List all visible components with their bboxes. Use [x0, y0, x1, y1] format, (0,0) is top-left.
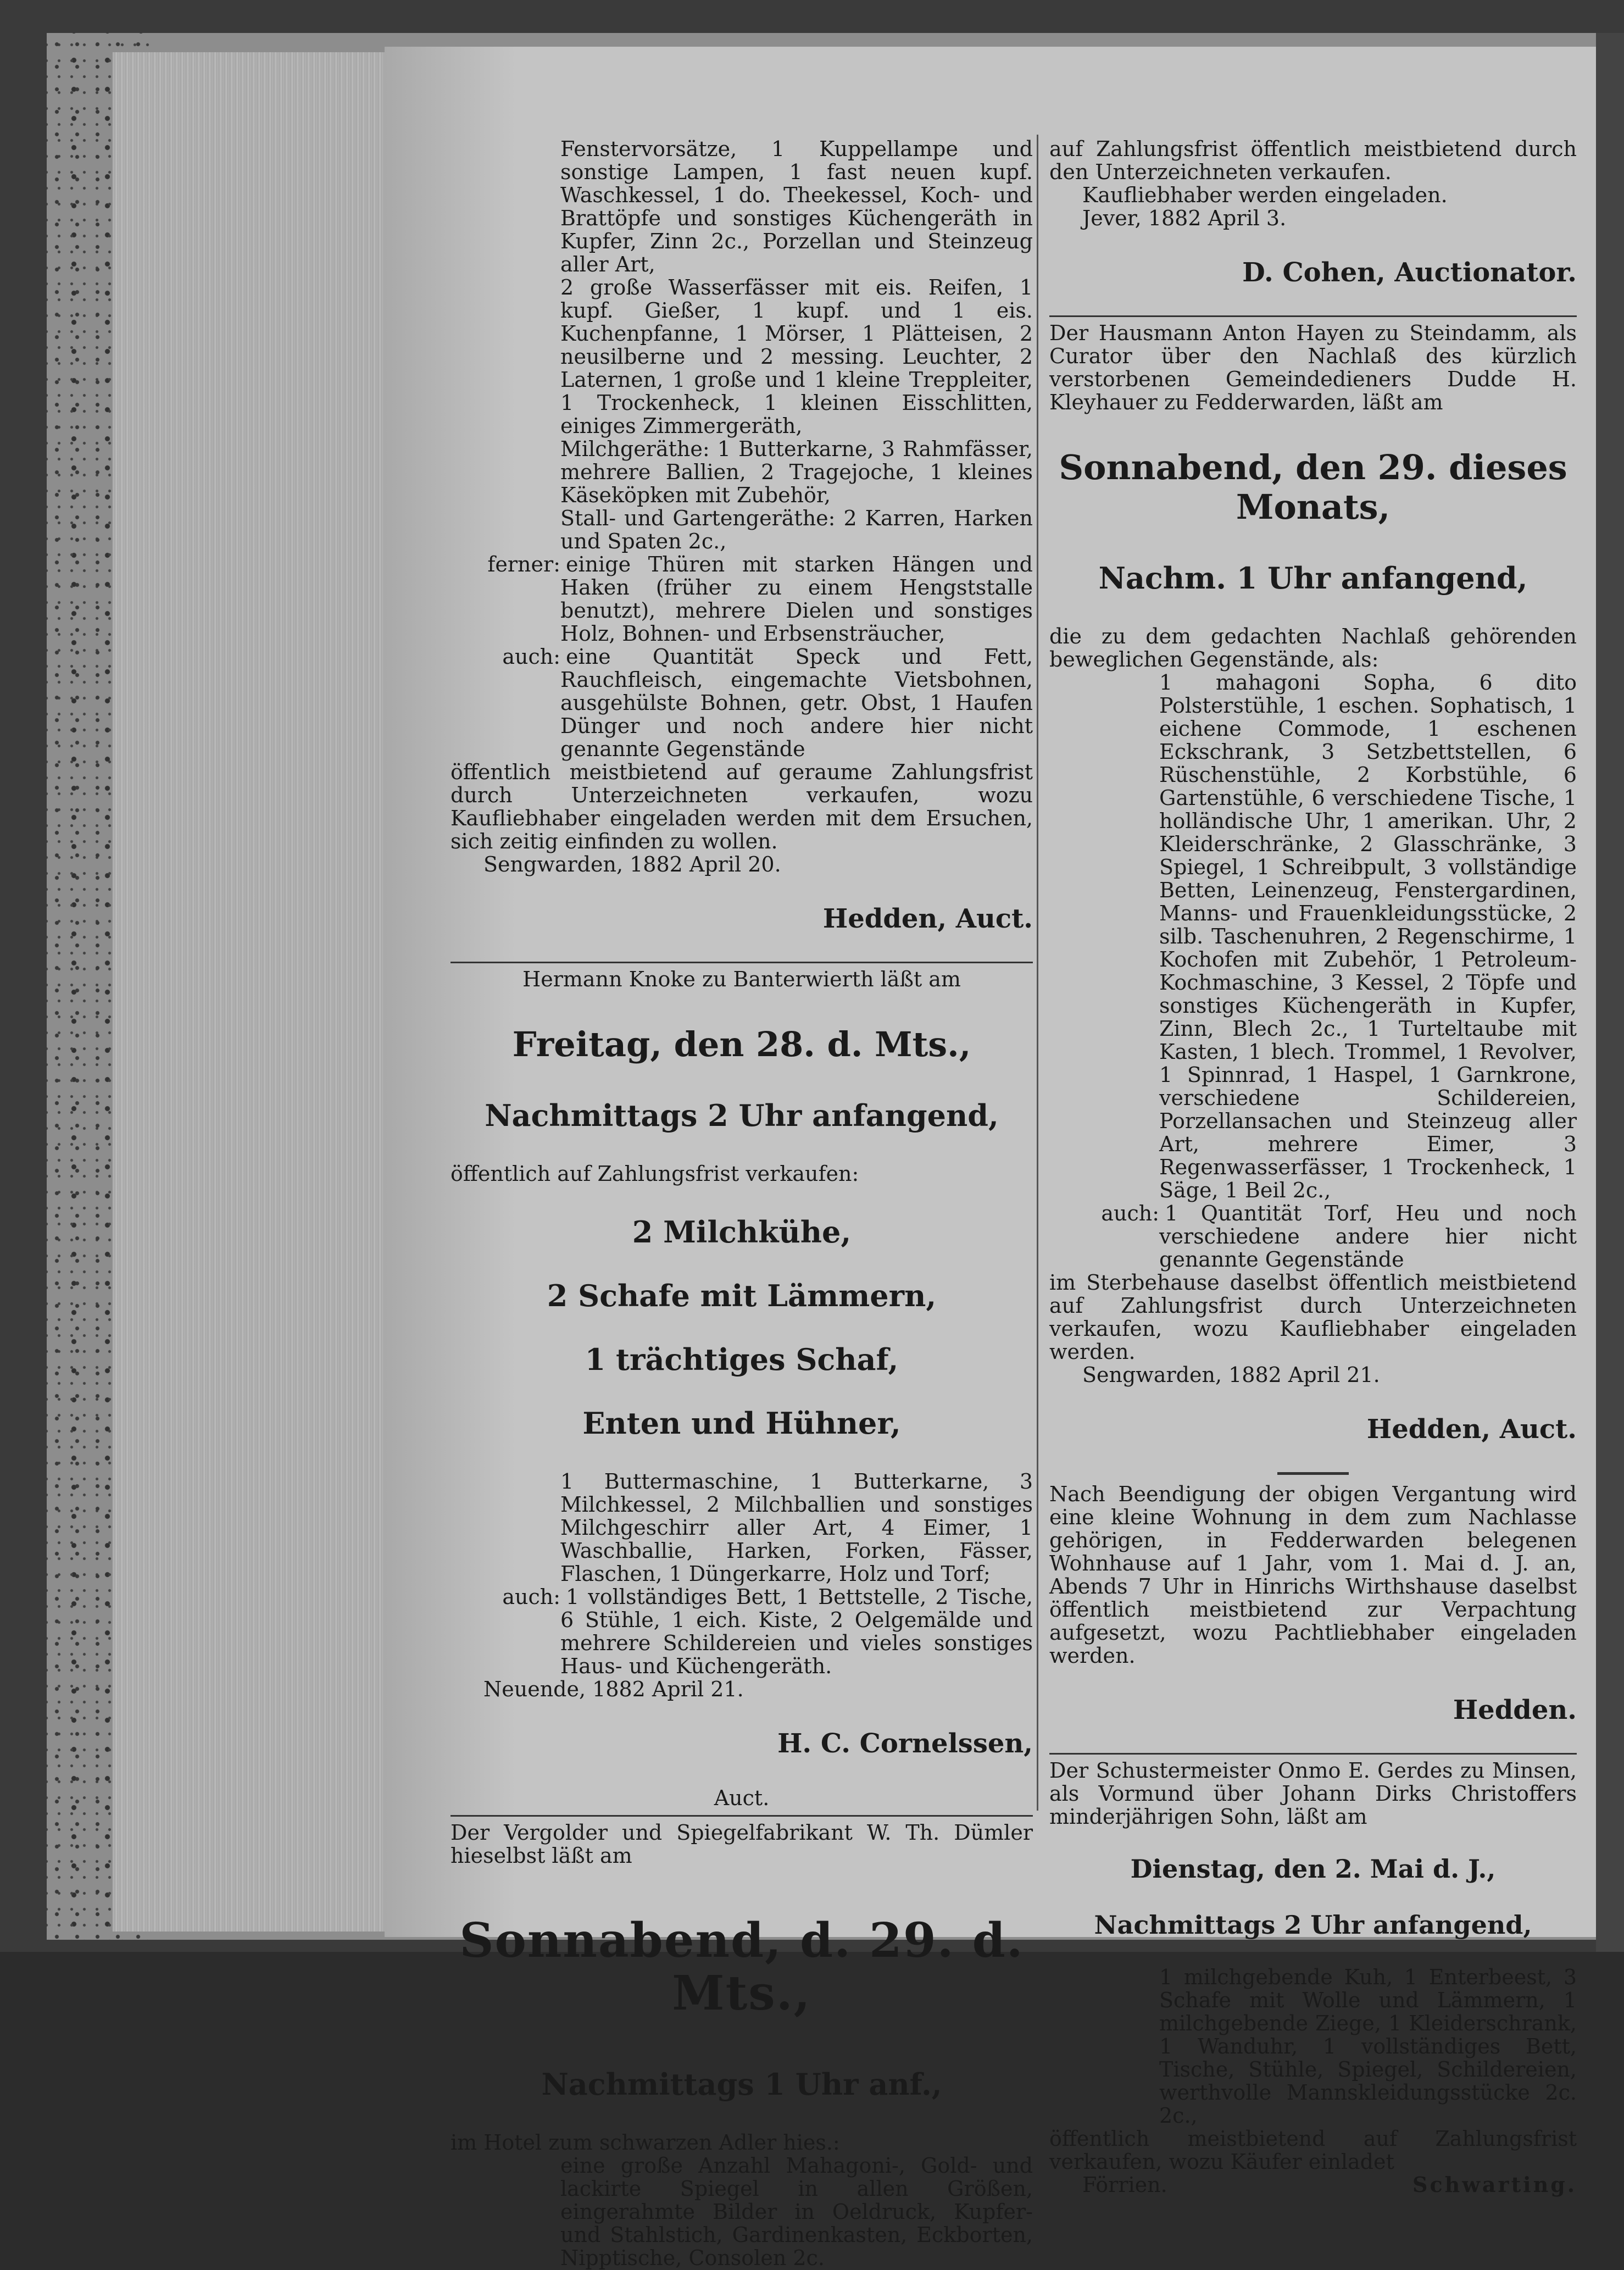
- ad-items: 1 Buttermaschine, 1 Butterkarne, 3 Milchkessel, 2 Milchballien und sonstiges Milchgeschirr aller Art, 4 Eimer, 1 Waschballie, Harken, Forken, Fässer, Flaschen, 1 Düngerkarre, Holz und Torf;: [560, 1469, 1033, 1586]
- auction-time: Nachmittags 1 Uhr anf.,: [541, 2067, 942, 2102]
- left-column: [451, 137, 1033, 2269]
- ad-text: Fenstervorsätze, 1 Kuppellampe und sonstige Lampen, 1 fast neuen kupf. Waschkessel, 1 do. Theekessel, Koch- und Brattöpfe und sonstiges Küchengeräth in Kupfer, Zinn 2c., Porzellan und Steinzeug aller Art,: [560, 137, 1033, 276]
- ad-cohen-jever: [1049, 137, 1577, 289]
- ad-invite: Kaufliebhaber werden eingeladen.: [1082, 183, 1448, 207]
- ad-divider: [451, 962, 1033, 963]
- auction-time: Nachmittags 2 Uhr anfangend,: [485, 1098, 999, 1133]
- ad-items: 1 milchgebende Kuh, 1 Enterbeest, 3 Schafe mit Wolle und Lämmern, 1 milchgebende Ziege, 1 Kleiderschrank, 1 Wanduhr, 1 vollständiges Bett, Tische, Stühle, Spiegel, Schildereien, werthvolle Mannskleidungsstücke 2c. 2c.,: [1159, 1965, 1577, 2128]
- ad-divider: [1049, 1753, 1577, 1755]
- auction-day: Freitag, den 28. d. Mts.,: [512, 1024, 971, 1064]
- ad-duemler: [451, 1821, 1033, 2269]
- auch-text: 1 Quantität Torf, Heu und noch verschiedene andere hier nicht genannte Gegenstände: [1159, 1201, 1577, 1272]
- ferner-text: einige Thüren mit starken Hängen und Haken (früher zu einem Hengststalle benutzt), mehrere Dielen und sonstiges Holz, Bohnen- und Erbsensträucher,: [560, 552, 1033, 646]
- auch-label: auch:: [502, 1585, 560, 1609]
- place-date: Jever, 1882 April 3.: [1082, 206, 1287, 230]
- signature: H. C. Cornelssen,: [777, 1728, 1033, 1759]
- ad-intro: Der Vergolder und Spiegelfabrikant W. Th. Dümler hieselbst läßt am: [451, 1821, 1033, 1868]
- signature: Hedden, Auct.: [822, 903, 1033, 934]
- ad-text: Nach Beendigung der obigen Vergantung wird eine kleine Wohnung in dem zum Nachlasse gehörigen, in Fedderwarden belegenen Wohnhause auf 1 Jahr, vom 1. Mai d. J. an, Abends 7 Uhr in Hinrichs Wirthshause daselbst öffentlich meistbietend zur Verpachtung aufgesetzt, wozu Pachtliebhaber eingeladen werden.: [1049, 1482, 1577, 1668]
- big-item: 2 Milchkühe,: [632, 1214, 852, 1250]
- auch-text: 1 vollständiges Bett, 1 Bettstelle, 2 Tische, 6 Stühle, 1 eich. Kiste, 2 Oelgemälde und mehrere Schildereien und vieles sonstiges Haus- und Küchengeräth.: [560, 1585, 1033, 1678]
- page-edges: [113, 52, 387, 1932]
- place-date: Sengwarden, 1882 April 20.: [483, 852, 781, 876]
- ad-closing: öffentlich meistbietend auf Zahlungsfrist verkaufen, wozu Käufer einladet: [1049, 2127, 1577, 2174]
- big-item: 1 trächtiges Schaf,: [585, 1342, 899, 1377]
- auction-time: Nachmittags 2 Uhr anfangend,: [1094, 1910, 1532, 1940]
- auction-day: Sonnabend, d. 29. d. Mts.,: [459, 1913, 1024, 2021]
- ad-intro: Der Schustermeister Onmo E. Gerdes zu Minsen, als Vormund über Johann Dirks Christoffers minderjährigen Sohn, läßt am: [1049, 1758, 1577, 1829]
- auch-text: eine Quantität Speck und Fett, Rauchfleisch, eingemachte Vietsbohnen, ausgehülste Bohnen, getr. Obst, 1 Haufen Dünger und noch andere hier nicht genannte Gegenstände: [560, 645, 1033, 761]
- ferner-entry: [451, 553, 1033, 645]
- right-column: [1049, 137, 1577, 2196]
- auction-place: im Hotel zum schwarzen Adler hies.:: [451, 2130, 840, 2155]
- ad-hayen-steindamm: [1049, 321, 1577, 1446]
- ferner-label: ferner:: [487, 552, 560, 576]
- auch-entry: [1049, 1202, 1577, 1271]
- auction-time: Nachm. 1 Uhr anfangend,: [1098, 560, 1528, 596]
- ad-intro: Der Hausmann Anton Hayen zu Steindamm, als Curator über den Nachlaß des kürzlich verstorbenen Gemeindedieners Dudde H. Kleyhauer zu Fedderwarden, läßt am: [1049, 321, 1577, 414]
- ad-text: 2 große Wasserfässer mit eis. Reifen, 1 kupf. Gießer, 1 kupf. und 1 eis. Kuchenpfanne, 1 Mörser, 1 Plätteisen, 2 neusilberne und 2 messing. Leuchter, 2 Laternen, 1 große und 1 kleine Treppleiter, 1 Trockenheck, 1 kleinen Eisschlitten, einiges Zimmergeräth,: [560, 275, 1033, 438]
- ad-intro: Hermann Knoke zu Banterwierth läßt am: [522, 967, 961, 991]
- short-divider: [1277, 1472, 1349, 1475]
- ad-wohnung: [1049, 1483, 1577, 1727]
- auch-entry: [451, 1585, 1033, 1678]
- signature: Schwarting.: [1412, 2172, 1577, 2197]
- ad-closing: im Sterbehause daselbst öffentlich meistbietend auf Zahlungsfrist durch Unterzeichneten verkaufen, wozu Kaufliebhaber eingeladen werden.: [1049, 1270, 1577, 1364]
- auction-day: Dienstag, den 2. Mai d. J.,: [1130, 1854, 1496, 1884]
- ad-text: Milchgeräthe: 1 Butterkarne, 3 Rahmfässer, mehrere Ballien, 2 Tragejoche, 1 kleines Käseköpken mit Zubehör,: [560, 437, 1033, 507]
- place-date: Neuende, 1882 April 21.: [483, 1677, 744, 1701]
- ad-hedden-sengwarden: [451, 137, 1033, 935]
- signature: Hedden, Auct.: [1366, 1414, 1577, 1445]
- big-item: Enten und Hühner,: [582, 1406, 901, 1441]
- next-page-edge: [1596, 33, 1624, 1952]
- auch-entry: [451, 645, 1033, 761]
- signature: Hedden.: [1453, 1695, 1577, 1725]
- place-signature-line: [1049, 2173, 1577, 2196]
- ad-items: eine große Anzahl Mahagoni-, Gold- und lackirte Spiegel in allen Größen, eingerahmte Bilder in Oeldruck, Kupfer- und Stahlstich, Gardinenkasten, Eckborten, Nipptische, Consolen 2c.: [560, 2154, 1033, 2270]
- ad-closing: öffentlich meistbietend auf geraume Zahlungsfrist durch Unterzeichneten verkaufen, wozu Kaufliebhaber eingeladen werden mit dem Ersuchen, sich zeitig einfinden zu wollen.: [451, 760, 1033, 853]
- ad-gerdes-minsen: [1049, 1759, 1577, 2196]
- auction-day: Sonnabend, den 29. dieses Monats,: [1059, 447, 1567, 527]
- ad-items: 1 mahagoni Sopha, 6 dito Polsterstühle, 1 eschen. Sophatisch, 1 eichene Commode, 1 eschenen Eckschrank, 3 Setzbettstellen, 6 Rüschenstühle, 2 Korbstühle, 6 Gartenstühle, 6 verschiedene Tische, 1 holländische Uhr, 1 amerikan. Uhr, 2 Kleiderschränke, 2 Glasschränke, 3 Spiegel, 1 Schreibpult, 3 vollständige Betten, Leinenzeug, Fenstergardinen, Manns- und Frauenkleidungsstücke, 2 silb. Taschenuhren, 2 Regenschirme, 1 Kochofen mit Zubehör, 1 Petroleum-Kochmaschine, 3 Kessel, 2 Töpfe und sonstiges Küchengeräth in Kupfer, Zinn, Blech 2c., 1 Turteltaube mit Kasten, 1 blech. Trommel, 1 Revolver, 1 Spinnrad, 1 Haspel, 1 Garnkrone, verschiedene Schildereien, Porzellansachen und Steinzeug aller Art, mehrere Eimer, 3 Regenwasserfässer, 1 Trockenheck, 1 Säge, 1 Beil 2c.,: [1159, 670, 1577, 1202]
- auch-label: auch:: [502, 645, 560, 669]
- signature-sub: Auct.: [714, 1786, 770, 1810]
- ad-text: Stall- und Gartengeräthe: 2 Karren, Harken und Spaten 2c.,: [560, 506, 1033, 553]
- auch-label: auch:: [1101, 1201, 1159, 1225]
- place-date: Sengwarden, 1882 April 21.: [1082, 1363, 1380, 1387]
- big-item: 2 Schafe mit Lämmern,: [547, 1278, 937, 1313]
- ad-sub: öffentlich auf Zahlungsfrist verkaufen:: [451, 1162, 859, 1186]
- place: Förrien.: [1082, 2173, 1167, 2197]
- ad-text: auf Zahlungsfrist öffentlich meistbietend durch den Unterzeichneten verkaufen.: [1049, 137, 1577, 184]
- ad-divider: [1049, 315, 1577, 317]
- ad-divider: [451, 1815, 1033, 1817]
- signature: D. Cohen, Auctionator.: [1242, 257, 1577, 288]
- ad-knoke-banterwierth: [451, 968, 1033, 1810]
- ad-sub: die zu dem gedachten Nachlaß gehörenden beweglichen Gegenstände, als:: [1049, 624, 1577, 671]
- column-rule: [1037, 135, 1038, 1811]
